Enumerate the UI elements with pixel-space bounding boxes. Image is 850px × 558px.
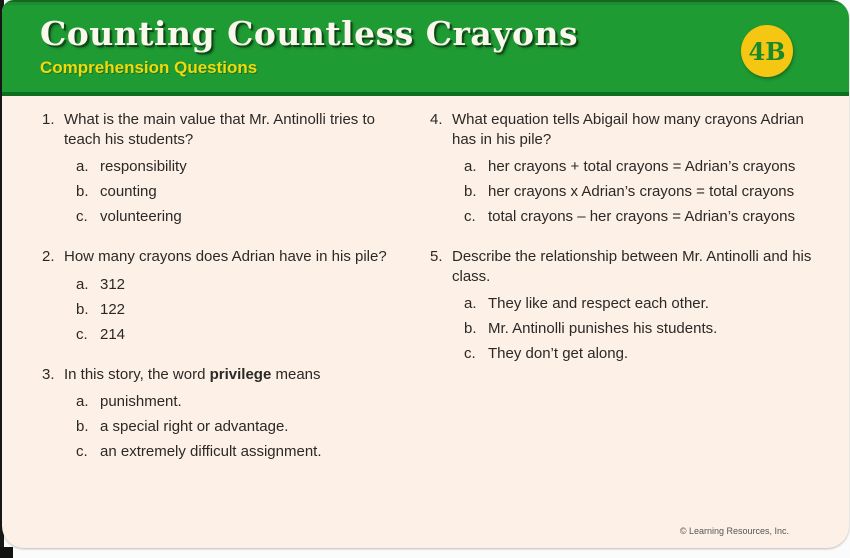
question-number: 3. (42, 365, 55, 383)
question-number: 5. (430, 248, 443, 265)
question-5 (430, 247, 820, 369)
question-number: 1. (42, 111, 55, 128)
answer-option-c (76, 442, 414, 462)
question-text (64, 365, 414, 385)
options-list (64, 390, 414, 462)
answer-option-b (464, 182, 820, 202)
option-letter: c. (464, 208, 476, 225)
question-text-part: In this story, the word (64, 365, 210, 383)
option-letter: c. (464, 345, 476, 362)
answer-option-c (76, 207, 414, 227)
option-text: punishment. (100, 393, 182, 410)
option-letter: a. (464, 295, 477, 312)
option-text: responsibility (100, 158, 187, 175)
option-letter: b. (76, 300, 89, 318)
question-3 (42, 365, 414, 468)
answer-option-c (464, 207, 820, 227)
questions-column-left (42, 110, 414, 482)
option-letter: c. (76, 443, 88, 460)
options-list (452, 155, 820, 227)
option-text: counting (100, 183, 157, 200)
question-2 (42, 247, 414, 350)
option-letter: b. (76, 418, 89, 435)
question-text: What equation tells Abigail how many crayons Adrian has in his pile? (452, 111, 804, 148)
question-text: What is the main value that Mr. Antinolli tries to teach his students? (64, 111, 375, 148)
option-text: volunteering (100, 208, 182, 225)
page-title: Counting Countless Crayons (40, 14, 579, 53)
option-letter: c. (76, 325, 88, 343)
question-body (64, 247, 414, 350)
option-text: a special right or advantage. (100, 418, 289, 435)
option-text: total crayons – her crayons = Adrian’s crayons (488, 208, 795, 225)
option-letter: a. (464, 158, 477, 175)
bold-word: privilege (209, 365, 272, 383)
question-text: Describe the relationship between Mr. Antinolli and his class. (452, 248, 812, 285)
question-body (64, 110, 414, 232)
question-body (452, 247, 820, 369)
option-text: 312 (100, 275, 126, 293)
answer-option-b (76, 417, 414, 437)
questions-column-right (430, 110, 820, 482)
answer-option-a (464, 157, 820, 177)
option-text: an extremely difficult assignment. (100, 443, 322, 460)
level-badge: 4B (741, 25, 793, 77)
answer-option-b (76, 182, 414, 202)
answer-option-c (76, 325, 414, 345)
copyright-text: © Learning Resources, Inc. (679, 526, 789, 536)
options-list (452, 292, 820, 364)
question-4 (430, 110, 820, 232)
option-letter: b. (464, 320, 477, 337)
questions-area (2, 96, 849, 482)
option-text: Mr. Antinolli punishes his students. (488, 320, 718, 337)
question-number: 2. (42, 248, 55, 265)
option-text: 122 (100, 300, 126, 318)
option-text: They don’t get along. (488, 345, 629, 362)
header-band (2, 0, 849, 96)
answer-option-a (76, 157, 414, 177)
scanner-edge-corner (0, 547, 13, 558)
option-letter: b. (464, 183, 477, 200)
answer-option-c (464, 344, 820, 364)
option-letter: a. (76, 393, 89, 410)
answer-option-a (464, 294, 820, 314)
answer-option-a (76, 275, 414, 295)
answer-option-b (464, 319, 820, 339)
option-text: They like and respect each other. (488, 295, 709, 312)
question-text-part: means (271, 365, 321, 383)
worksheet-card (2, 0, 849, 548)
options-list (64, 273, 414, 345)
option-letter: a. (76, 275, 89, 293)
question-1 (42, 110, 414, 232)
question-body (452, 110, 820, 232)
answer-option-b (76, 300, 414, 320)
option-letter: a. (76, 158, 89, 175)
options-list (64, 155, 414, 227)
option-text: her crayons x Adrian’s crayons = total crayons (488, 183, 795, 200)
question-body (64, 365, 414, 468)
option-text: her crayons + total crayons = Adrian’s crayons (488, 158, 796, 175)
question-number: 4. (430, 111, 443, 128)
option-letter: b. (76, 183, 89, 200)
option-letter: c. (76, 208, 88, 225)
answer-option-a (76, 392, 414, 412)
page-subtitle: Comprehension Questions (40, 58, 258, 77)
option-text: 214 (100, 325, 126, 343)
question-text: How many crayons does Adrian have in his pile? (64, 248, 387, 265)
